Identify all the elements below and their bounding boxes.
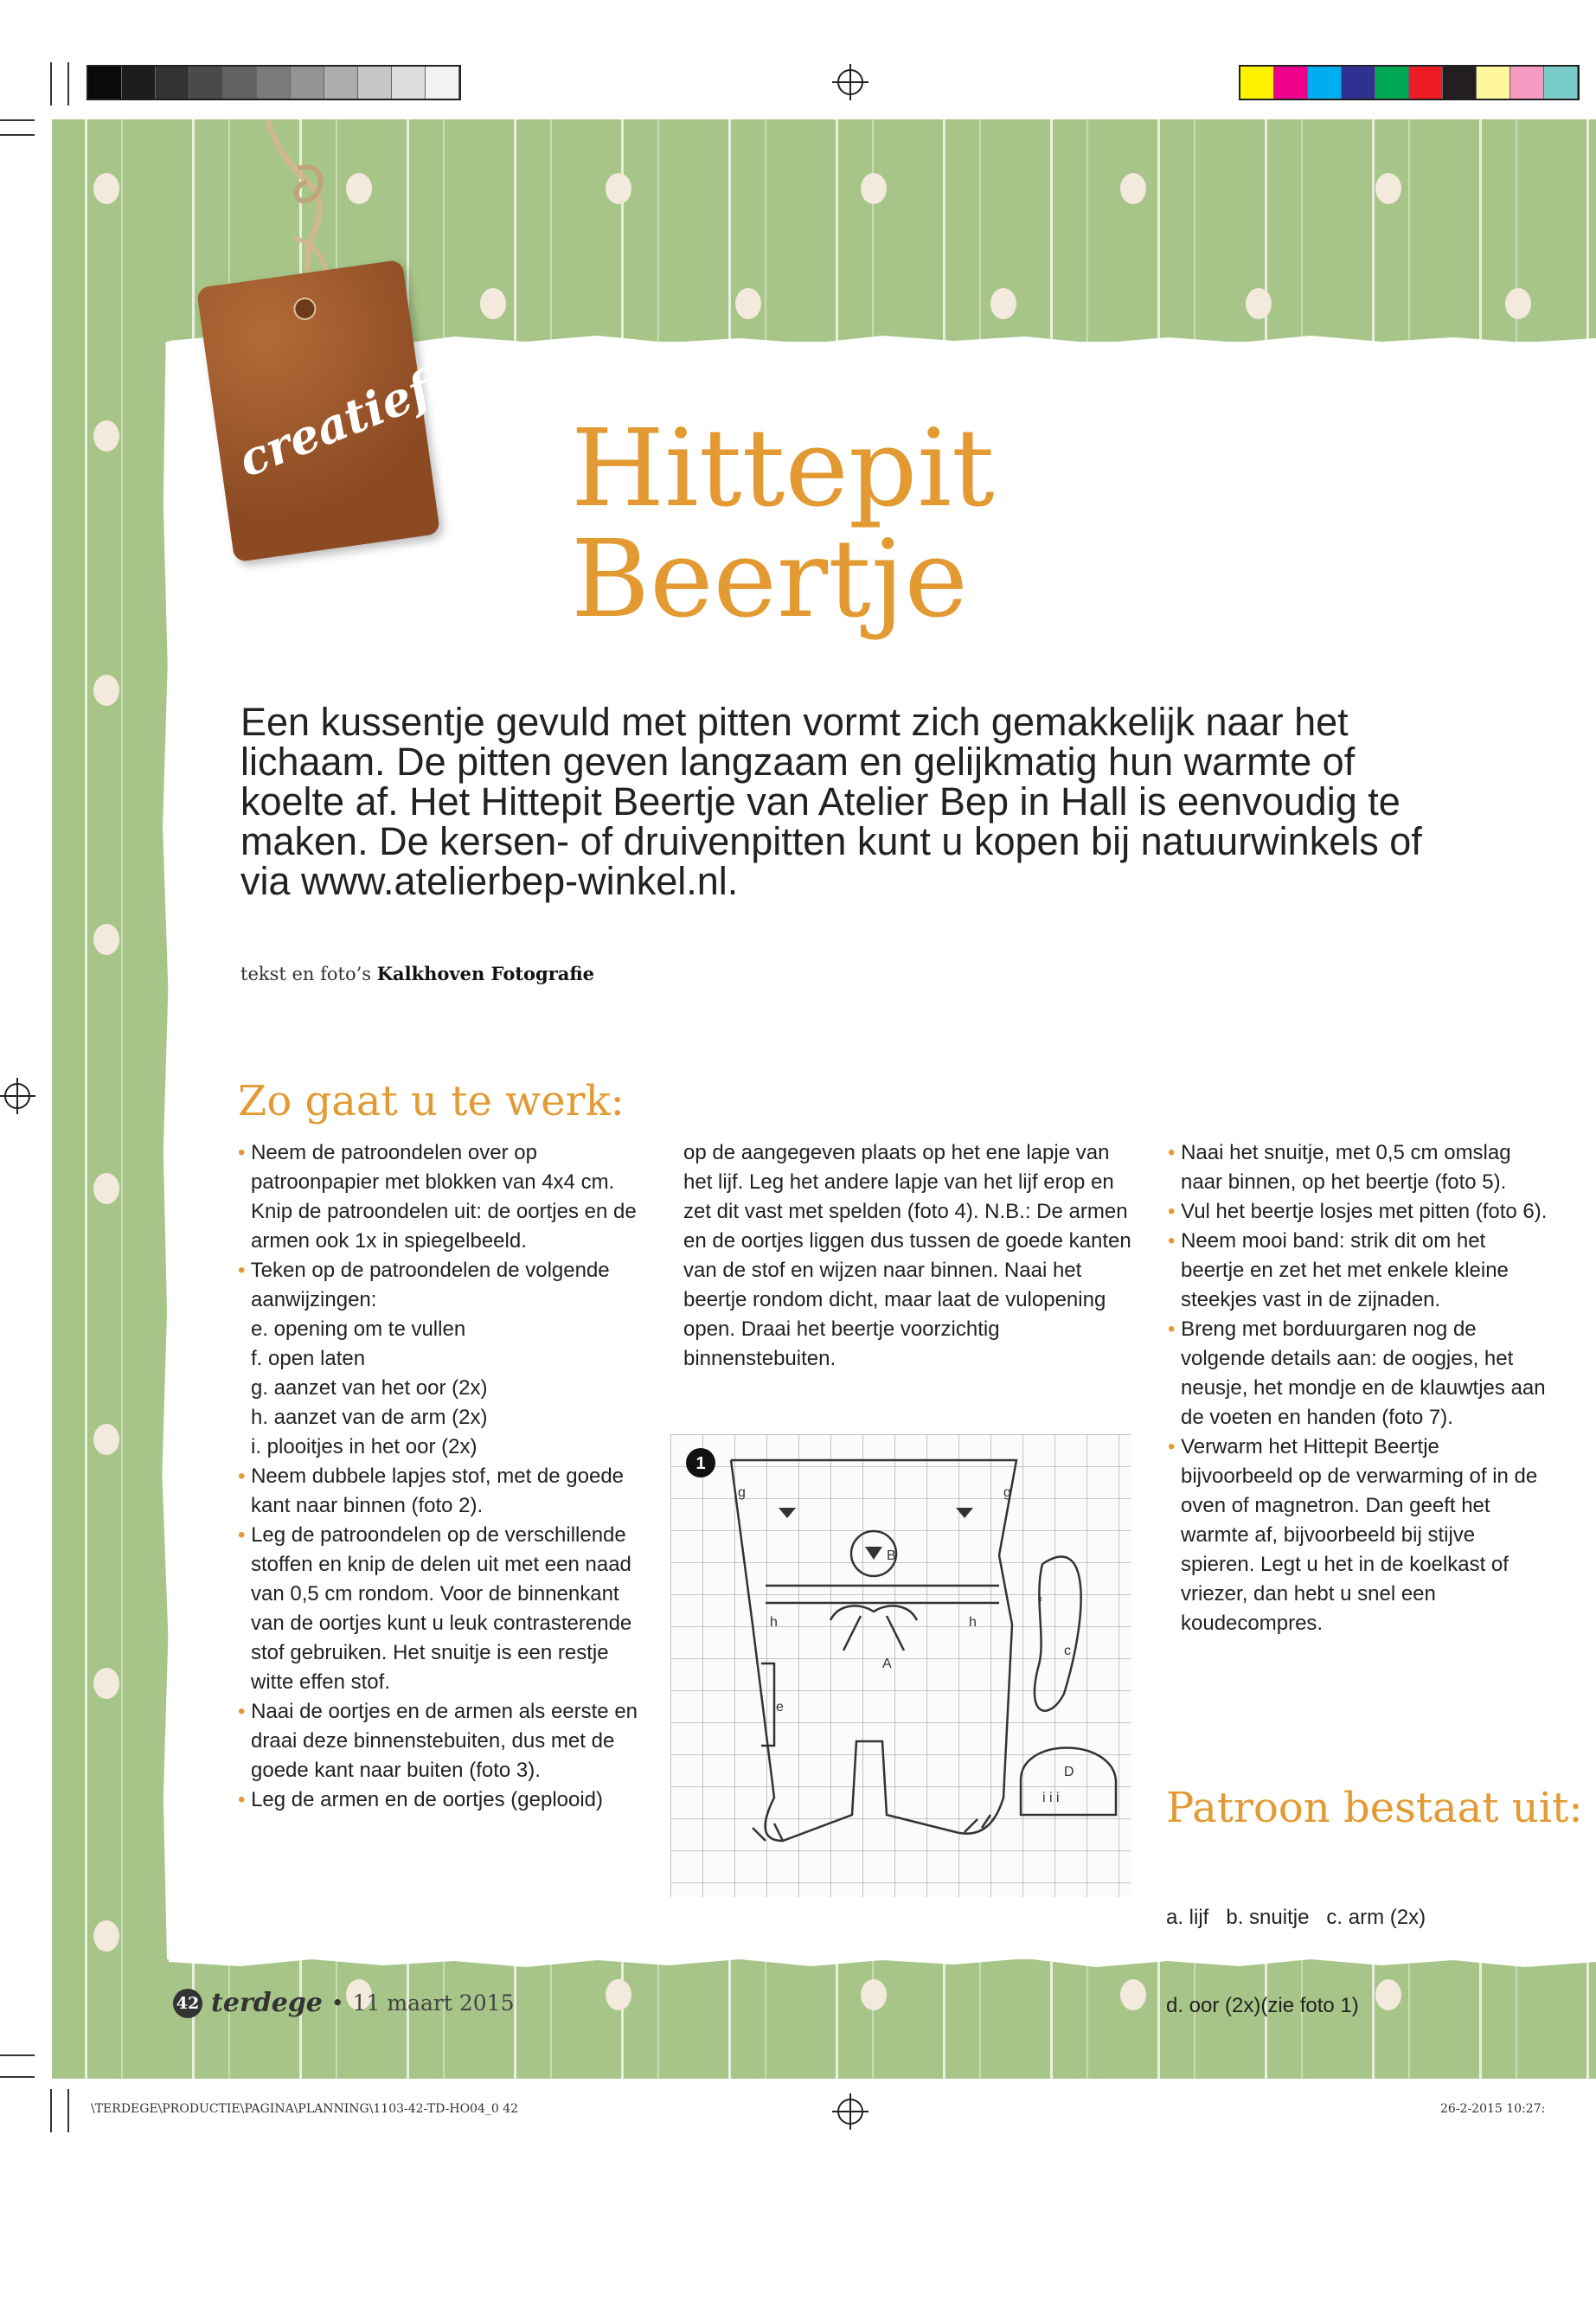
- registration-mark-icon: [837, 2099, 863, 2125]
- list-item: [1168, 1138, 1548, 1197]
- bullet-icon: •: [1168, 1200, 1182, 1223]
- bullet-icon: •: [1168, 1141, 1182, 1164]
- list-item: [238, 1521, 644, 1697]
- label-c: c: [1064, 1644, 1071, 1658]
- grey-calibration-bar: [87, 65, 461, 100]
- label-a: A: [882, 1657, 892, 1671]
- label-d: D: [1064, 1765, 1074, 1779]
- tag-label: creatief: [230, 361, 439, 488]
- bullet-icon: •: [238, 1700, 252, 1723]
- label-b: B: [887, 1548, 896, 1563]
- issue-date: 11 maart 2015: [352, 1990, 515, 2016]
- crop-mark: [0, 2076, 35, 2078]
- list-item-text: Teken op de patroondelen de volgende aanwijzingen:: [250, 1259, 610, 1311]
- list-item: [1168, 1315, 1548, 1433]
- figure-number: 1: [695, 1454, 706, 1473]
- tag-hole-icon: [292, 296, 317, 321]
- list-item: [238, 1697, 644, 1785]
- list-item-text: i. plooitjes in het oor (2x): [251, 1435, 478, 1458]
- list-item: [238, 1344, 644, 1374]
- list-item: [238, 1403, 644, 1433]
- label-h-left: h: [770, 1615, 778, 1630]
- intro-paragraph: Een kussentje gevuld met pitten vormt zich gemakkelijk naar het lichaam. De pitten geven langzaam en gelijkmatig hun warmte of koelte af. Het Hittepit Beertje van Atelier Bep in Hall is eenvoudig te maken. De kersen- of druivenpitten kunt u kopen bij natuurwinkels of via www.atelierbep-winkel.nl.: [240, 700, 1422, 903]
- bullet-icon: •: [1168, 1229, 1182, 1253]
- list-item-text: Breng met borduurgaren nog de volgende details aan: de oogjes, het neusje, het mondje en de klauwtjes aan de voeten en handen (foto 7).: [1181, 1317, 1546, 1429]
- registration-mark-icon: [837, 69, 863, 95]
- crop-mark: [0, 2054, 35, 2056]
- registration-mark-icon: [4, 1083, 30, 1109]
- label-g-left: g: [738, 1485, 746, 1500]
- list-item-text: h. aanzet van de arm (2x): [251, 1406, 488, 1429]
- credit-name: Kalkhoven Fotografie: [376, 963, 595, 984]
- article-title: [571, 407, 995, 642]
- list-item: [1168, 1227, 1548, 1315]
- list-item: [1168, 1433, 1548, 1638]
- list-item-text: Neem mooi band: strik dit om het beertje en zet het met enkele kleine steekjes vast in de zijnaden.: [1181, 1229, 1509, 1311]
- crop-mark: [67, 62, 69, 106]
- title-line-2: Beertje: [571, 517, 968, 642]
- label-e: e: [776, 1700, 784, 1715]
- crop-mark: [0, 134, 35, 136]
- creatief-tag: [196, 260, 440, 562]
- list-item-text: f. open laten: [251, 1347, 366, 1370]
- list-item-text: Neem de patroondelen over op patroonpapier met blokken van 4x4 cm. Knip de patroondelen uit: de oortjes en de armen ook 1x in spiegelbeeld.: [251, 1141, 637, 1253]
- section-heading-patroon: Patroon bestaat uit:: [1166, 1784, 1583, 1832]
- column-3: [1168, 1138, 1548, 1638]
- label-g-right: g: [1003, 1485, 1011, 1500]
- list-item-text: Neem dubbele lapjes stof, met de goede kant naar binnen (foto 2).: [251, 1465, 625, 1517]
- label-f: f: [1038, 1596, 1042, 1611]
- list-item-text: Vul het beertje losjes met pitten (foto 6).: [1181, 1200, 1548, 1223]
- footer-bullet: •: [330, 1990, 344, 2016]
- list-item: [238, 1785, 644, 1815]
- title-line-1: Hittepit: [571, 407, 995, 531]
- bullet-icon: •: [238, 1141, 252, 1164]
- list-item-text: Leg de patroondelen op de verschillende stoffen en knip de delen uit met een naad van 0,5 cm rondom. Voor de binnenkant van de oortjes kunt u leuk contrasterende stof gebruiken. Het snuitje is een restje witte effen stof.: [251, 1523, 632, 1694]
- label-i: i i i: [1042, 1791, 1060, 1805]
- list-item-text: g. aanzet van het oor (2x): [251, 1376, 488, 1400]
- bullet-icon: •: [238, 1523, 252, 1547]
- list-item-text: Naai het snuitje, met 0,5 cm omslag naar binnen, op het beertje (foto 5).: [1181, 1141, 1511, 1194]
- list-item: [238, 1256, 644, 1315]
- credit-prefix: tekst en foto’s: [240, 964, 372, 984]
- list-item-text: Verwarm het Hittepit Beertje bijvoorbeeld op de verwarming of in de oven of magnetron. Dan geeft het warmte af, bijvoorbeeld bij stijve spieren. Legt u het in de koelkast of vriezer, dan hebt u snel een koudecompres.: [1181, 1435, 1538, 1635]
- bullet-icon: •: [238, 1788, 252, 1811]
- production-slug-path: \TERDEGE\PRODUCTIE\PAGINA\PLANNING\1103-42-TD-HO04_0 42: [91, 2102, 519, 2116]
- pattern-sketch-drawing: [670, 1434, 1131, 1897]
- crop-mark: [50, 2089, 52, 2132]
- list-item: [238, 1433, 644, 1462]
- list-item-text: Leg de armen en de oortjes (geplooid): [251, 1788, 604, 1811]
- color-calibration-bar: [1239, 65, 1580, 100]
- column-2: [683, 1138, 1133, 1374]
- bullet-icon: •: [238, 1259, 251, 1282]
- list-item: [238, 1138, 644, 1256]
- list-item-text: e. opening om te vullen: [251, 1317, 466, 1341]
- label-h-right: h: [969, 1615, 977, 1630]
- crop-mark: [50, 62, 52, 106]
- page-footer: [173, 1988, 514, 2018]
- photo-credit: [240, 963, 594, 984]
- list-item: [238, 1374, 644, 1403]
- bullet-icon: •: [1168, 1317, 1182, 1341]
- list-item: [238, 1315, 644, 1344]
- crop-mark: [67, 2089, 69, 2132]
- bullet-icon: •: [1168, 1435, 1182, 1458]
- list-item: [1168, 1197, 1548, 1227]
- page-number: 42: [173, 1989, 202, 2018]
- pattern-parts-list: [1166, 1844, 1564, 2050]
- production-slug-timestamp: 26-2-2015 10:27:: [1440, 2102, 1546, 2116]
- column-1: [238, 1138, 644, 1815]
- crop-mark: [0, 119, 35, 121]
- pattern-sketch-figure: [670, 1434, 1131, 1897]
- list-item: [238, 1462, 644, 1521]
- section-heading-werk: Zo gaat u te werk:: [238, 1077, 625, 1125]
- bullet-icon: •: [238, 1465, 252, 1488]
- list-item-text: Naai de oortjes en de armen als eerste en draai deze binnenstebuiten, dus met de goede kant naar buiten (foto 3).: [251, 1700, 638, 1782]
- magazine-brand: terdege: [211, 1988, 323, 2018]
- pattern-parts-line-2: d. oor (2x)(zie foto 1): [1166, 1994, 1359, 2017]
- column-2-text: op de aangegeven plaats op het ene lapje van het lijf. Leg het andere lapje van het lijf erop en zet dit vast met spelden (foto 4). N.B.: De armen en de oortjes liggen dus tussen de goede kanten van de stof en wijzen naar binnen. Naai het beertje rondom dicht, maar laat de vulopening open. Draai het beertje voorzichtig binnenstebuiten.: [683, 1141, 1131, 1370]
- pattern-parts-line-1: a. lijf b. snuitje c. arm (2x): [1166, 1906, 1426, 1929]
